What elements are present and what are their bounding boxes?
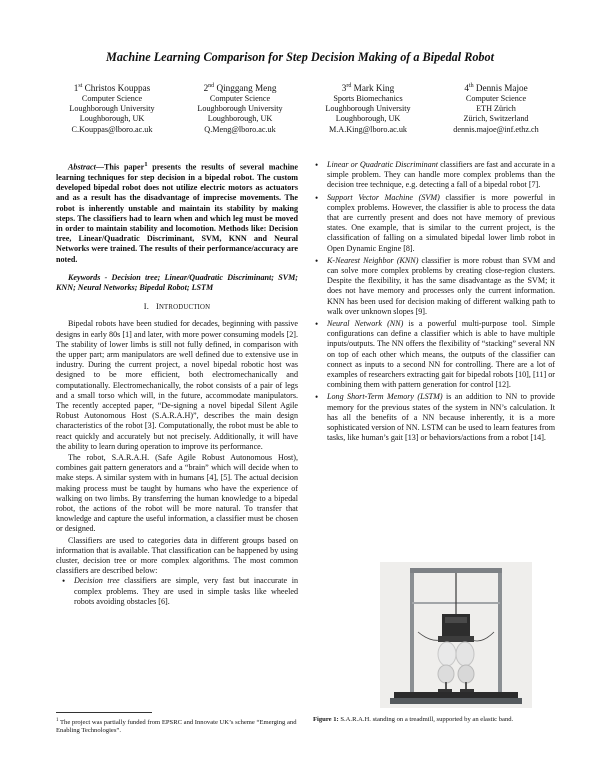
author-1 [48,80,176,135]
left-column [56,160,298,609]
robot-photo [380,562,532,708]
figure-caption: Figure 1: S.A.R.A.H. standing on a treadmill, supported by an elastic band. [313,716,514,723]
author-dept: Sports Biomechanics [333,94,403,104]
classifier-list [313,160,555,443]
author-email[interactable]: dennis.majoe@inf.ethz.ch [453,124,539,134]
author-name: 1st Christos Kouppas [73,83,151,94]
list-item: • K-Nearest Neighbor (KNN) classifier is more robust than SVM and can solve more complex problems by creating close-region clusters. Despite the flexibility, it has the same disadvantage as the SVM; it does not have memory and processes only the current information. KNN has been used for decision making of different walking path to walk over unknown slopes [9]. [313,256,555,317]
list-item: • Decision tree classifiers are simple, very fast but inaccurate in complex problems. They are used in simple tasks like wheeled robots avoiding obstacles [6]. [60,576,298,607]
keywords: Keywords - Decision tree; Linear/Quadratic Discriminant; SVM; KNN; Neural Networks; Bipedal Robot; LSTM [56,272,298,292]
author-city: Loughborough, UK [207,114,273,124]
footnote-rule [56,712,152,713]
right-column [313,160,555,445]
list-item: • Support Vector Machine (SVM) classifier is more powerful in complex problems. However, the classifier is able to process the data that are currently present and does not have memory of previous states. One example, that is similar to the current project, is the classification of falling on a simulated bipedal lower limb robot in Open Dynamic Engine [8]. [313,193,555,254]
robot-illustration [380,562,532,708]
author-inst: Loughborough University [69,104,155,114]
intro-paragraph: Classifiers are used to categories data in different groups based on information that is available. That classification can be happened by using cluster, decision tree or more complex algorithms. The most common classifiers are described below: [56,535,298,576]
paper-title: Machine Learning Comparison for Step Decision Making of a Bipedal Robot [105,50,494,64]
footnote-marker[interactable]: 1 [144,161,148,168]
author-dept: Computer Science [209,94,271,104]
intro-paragraph: The robot, S.A.R.A.H. (Safe Agile Robust Autonomous Host), combines gait pattern generators and a “brain” which will decide when to make steps. A similar system with in humans [4], [5]. The actual decision making process must be taught by humans who have the experience of walking on two limbs. By transferring the human knowledge to a bipedal robot, the actions of the robot will be more natural. To transfer that knowledge and capture the useful information, a classifier must be chosen or designed. [56,452,298,534]
section-heading: I. INTRODUCTION [143,302,211,312]
intro-paragraph: Bipedal robots have been studied for decades, beginning with passive designs in early 80s [1] and later, with more power consuming models [2]. The stability of lower limbs is still not fully defined, in comparison with the upper part; arm manipulators are well defined due to extensive use in industry. During the current project, a novel bipedal robotic host was designed to be more efficient, both electromechanically and computationally. Electromechanically, the robot consists of a pair of legs and a small torso which will, in the future, accommodate manipulators. The recently accepted paper, “De-signing a novel bipedal Silent Agile Robust Autonomous Host (S.A.R.A.H)”, describes the main design characteristics of the robot [3]. Computationally, the robot must be able to react quickly and accurately but not precisely. Additionally, it will have the ability to learn during operation to improve its performance. [56,319,298,451]
footnote: $^1$ The project was partially funded from EPSRC and Innovate UK’s scheme “Emerging and Enabling Technologies”. [56,718,297,735]
author-block [48,80,560,135]
author-4 [432,80,560,135]
author-name: 2nd Qinggang Meng [203,83,277,94]
author-email[interactable]: C.Kouppas@lboro.ac.uk [71,124,153,134]
author-dept: Computer Science [465,94,527,104]
author-email[interactable]: Q.Meng@lboro.ac.uk [204,124,276,134]
author-2 [176,80,304,135]
author-city: Loughborough, UK [79,114,145,124]
author-email[interactable]: M.A.King@lboro.ac.uk [328,124,408,134]
author-inst: Loughborough University [197,104,283,114]
author-inst: Loughborough University [325,104,411,114]
author-3 [304,80,432,135]
list-item: • Neural Network (NN) is a powerful multi-purpose tool. Simple configurations can define a classifier which is able to have multiple inputs/outputs. The NN offers the flexibility of “stacking” several NN on top of each other which means, the outputs of the classifier can connect as inputs to a second NN for controlling. There are a lot of examples of researchers extracting gait for bipedal robots [10], [11] or combining them with pattern generation for control [12]. [313,319,555,390]
author-name: 3rd Mark King [341,83,395,94]
classifier-list [60,576,298,607]
abstract: Abstract—This paper$^1$ presents the results of several machine learning techniques for step decision in a bipedal robot. The custom developed bipedal robot does not utilize electric motors as actuators and as a result has the disadvantage of imprecise movements. The robot is inherently unstable and maintain its stability by making steps. The classifiers had to learn when and which leg must be moved in order to maintain stability and locomotion. Methods like: Decision tree, Linear/Quadratic Discriminant, SVM, KNN and Neural Networks were trained. The results of their performance/accuracy are noted. [56,161,298,264]
author-dept: Computer Science [81,94,143,104]
list-item: • Linear or Quadratic Discriminant classifiers are fast and accurate in a simple problem. They can handle more complex problems than the decision tree technique, e.g. detecting a fall of a bipedal robot [7]. [313,160,555,191]
list-item: • Long Short-Term Memory (LSTM) is an addition to NN to provide memory for the previous states of the system in NN’s calculation. It has all the benefits of a NN because inherently, it is a more sophisticated version of NN. LSTM can be used to learn features from tasks, like human’s gait [13] or behaviors/actions from a robot [14]. [313,392,555,443]
author-city: Loughborough, UK [335,114,401,124]
author-inst: ETH Zürich [476,104,516,114]
author-name: 4th Dennis Majoe [464,83,528,94]
author-city: Zürich, Switzerland [463,114,529,124]
